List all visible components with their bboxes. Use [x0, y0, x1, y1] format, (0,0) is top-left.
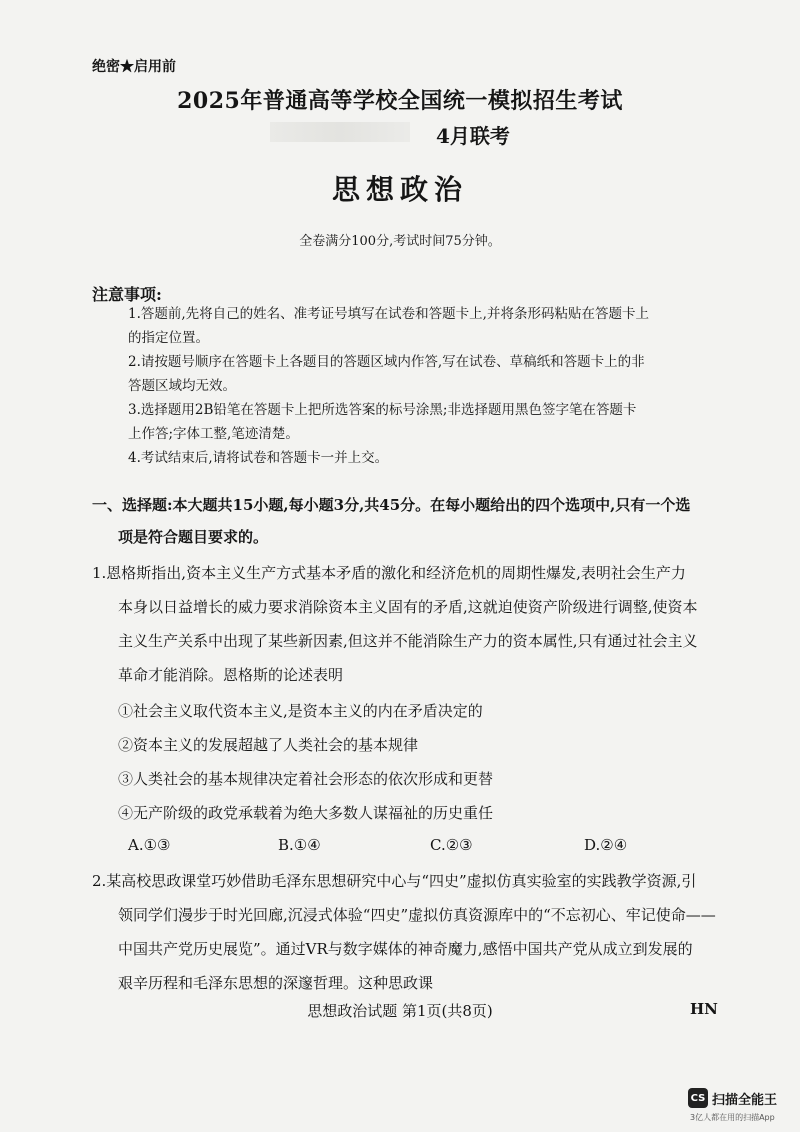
notice-line: 4.考试结束后,请将试卷和答题卡一并上交。	[128, 450, 389, 466]
camscanner-name: 扫描全能王	[712, 1092, 778, 1108]
notice-line: 上作答;字体工整,笔迹清楚。	[128, 426, 299, 442]
notice-heading: 注意事项:	[92, 285, 162, 304]
subject-title: 思想政治	[331, 173, 468, 206]
question-1-line: 1.恩格斯指出,资本主义生产方式基本矛盾的激化和经济危机的周期性爆发,表明社会生产力	[92, 564, 686, 582]
scan-smudge	[270, 122, 410, 142]
question-1-line: 革命才能消除。恩格斯的论述表明	[118, 666, 344, 684]
question-2-line: 领同学们漫步于时光回廊,沉浸式体验“四史”虚拟仿真资源库中的“不忘初心、牢记使命——	[118, 906, 716, 924]
choice-c[interactable]: C.②③	[430, 836, 473, 854]
exam-title: 2025年普通高等学校全国统一模拟招生考试	[177, 88, 623, 114]
q1-statement: ①社会主义取代资本主义,是资本主义的内在矛盾决定的	[118, 702, 483, 720]
camscanner-logo-icon: CS	[688, 1088, 708, 1108]
question-2-line: 2.某高校思政课堂巧妙借助毛泽东思想研究中心与“四史”虚拟仿真实验室的实践教学资源,引	[92, 872, 697, 890]
notice-line: 1.答题前,先将自己的姓名、准考证号填写在试卷和答题卡上,并将条形码粘贴在答题卡上	[128, 306, 649, 322]
question-1-line: 本身以日益增长的威力要求消除资本主义固有的矛盾,这就迫使资产阶级进行调整,使资本	[118, 598, 698, 616]
choice-d[interactable]: D.②④	[584, 836, 628, 854]
notice-line: 3.选择题用2B铅笔在答题卡上把所选答案的标号涂黑;非选择题用黑色签字笔在答题卡	[128, 402, 637, 418]
question-2-line: 中国共产党历史展览”。通过VR与数字媒体的神奇魔力,感悟中国共产党从成立到发展的	[118, 940, 693, 958]
camscanner-watermark	[688, 1088, 777, 1108]
choice-b[interactable]: B.①④	[278, 836, 321, 854]
question-2-line: 艰辛历程和毛泽东思想的深邃哲理。这种思政课	[118, 974, 434, 992]
notice-line: 2.请按题号顺序在答题卡上各题目的答题区域内作答,写在试卷、草稿纸和答题卡上的非	[128, 354, 645, 370]
section-heading: 一、选择题:本大题共15小题,每小题3分,共45分。在每小题给出的四个选项中,只有一个选	[92, 496, 691, 514]
page-footer: 思想政治试题 第1页(共8页)	[307, 1002, 493, 1020]
secret-label: 绝密★启用前	[92, 59, 176, 75]
camscanner-tagline: 3亿人都在用的扫描App	[690, 1113, 775, 1122]
notice-line: 答题区域均无效。	[128, 378, 236, 394]
region-code: HN	[690, 1000, 718, 1018]
q1-statement: ③人类社会的基本规律决定着社会形态的依次形成和更替	[118, 770, 494, 788]
choice-a[interactable]: A.①③	[128, 836, 171, 854]
question-1-line: 主义生产关系中出现了某些新因素,但这并不能消除生产力的资本属性,只有通过社会主义	[118, 632, 698, 650]
exam-subtitle: 4月联考	[436, 124, 510, 148]
score-note: 全卷满分100分,考试时间75分钟。	[299, 234, 501, 249]
q1-statement: ②资本主义的发展超越了人类社会的基本规律	[118, 736, 419, 754]
notice-line: 的指定位置。	[128, 330, 209, 346]
section-heading-cont: 项是符合题目要求的。	[118, 528, 269, 546]
q1-statement: ④无产阶级的政党承载着为绝大多数人谋福祉的历史重任	[118, 804, 494, 822]
